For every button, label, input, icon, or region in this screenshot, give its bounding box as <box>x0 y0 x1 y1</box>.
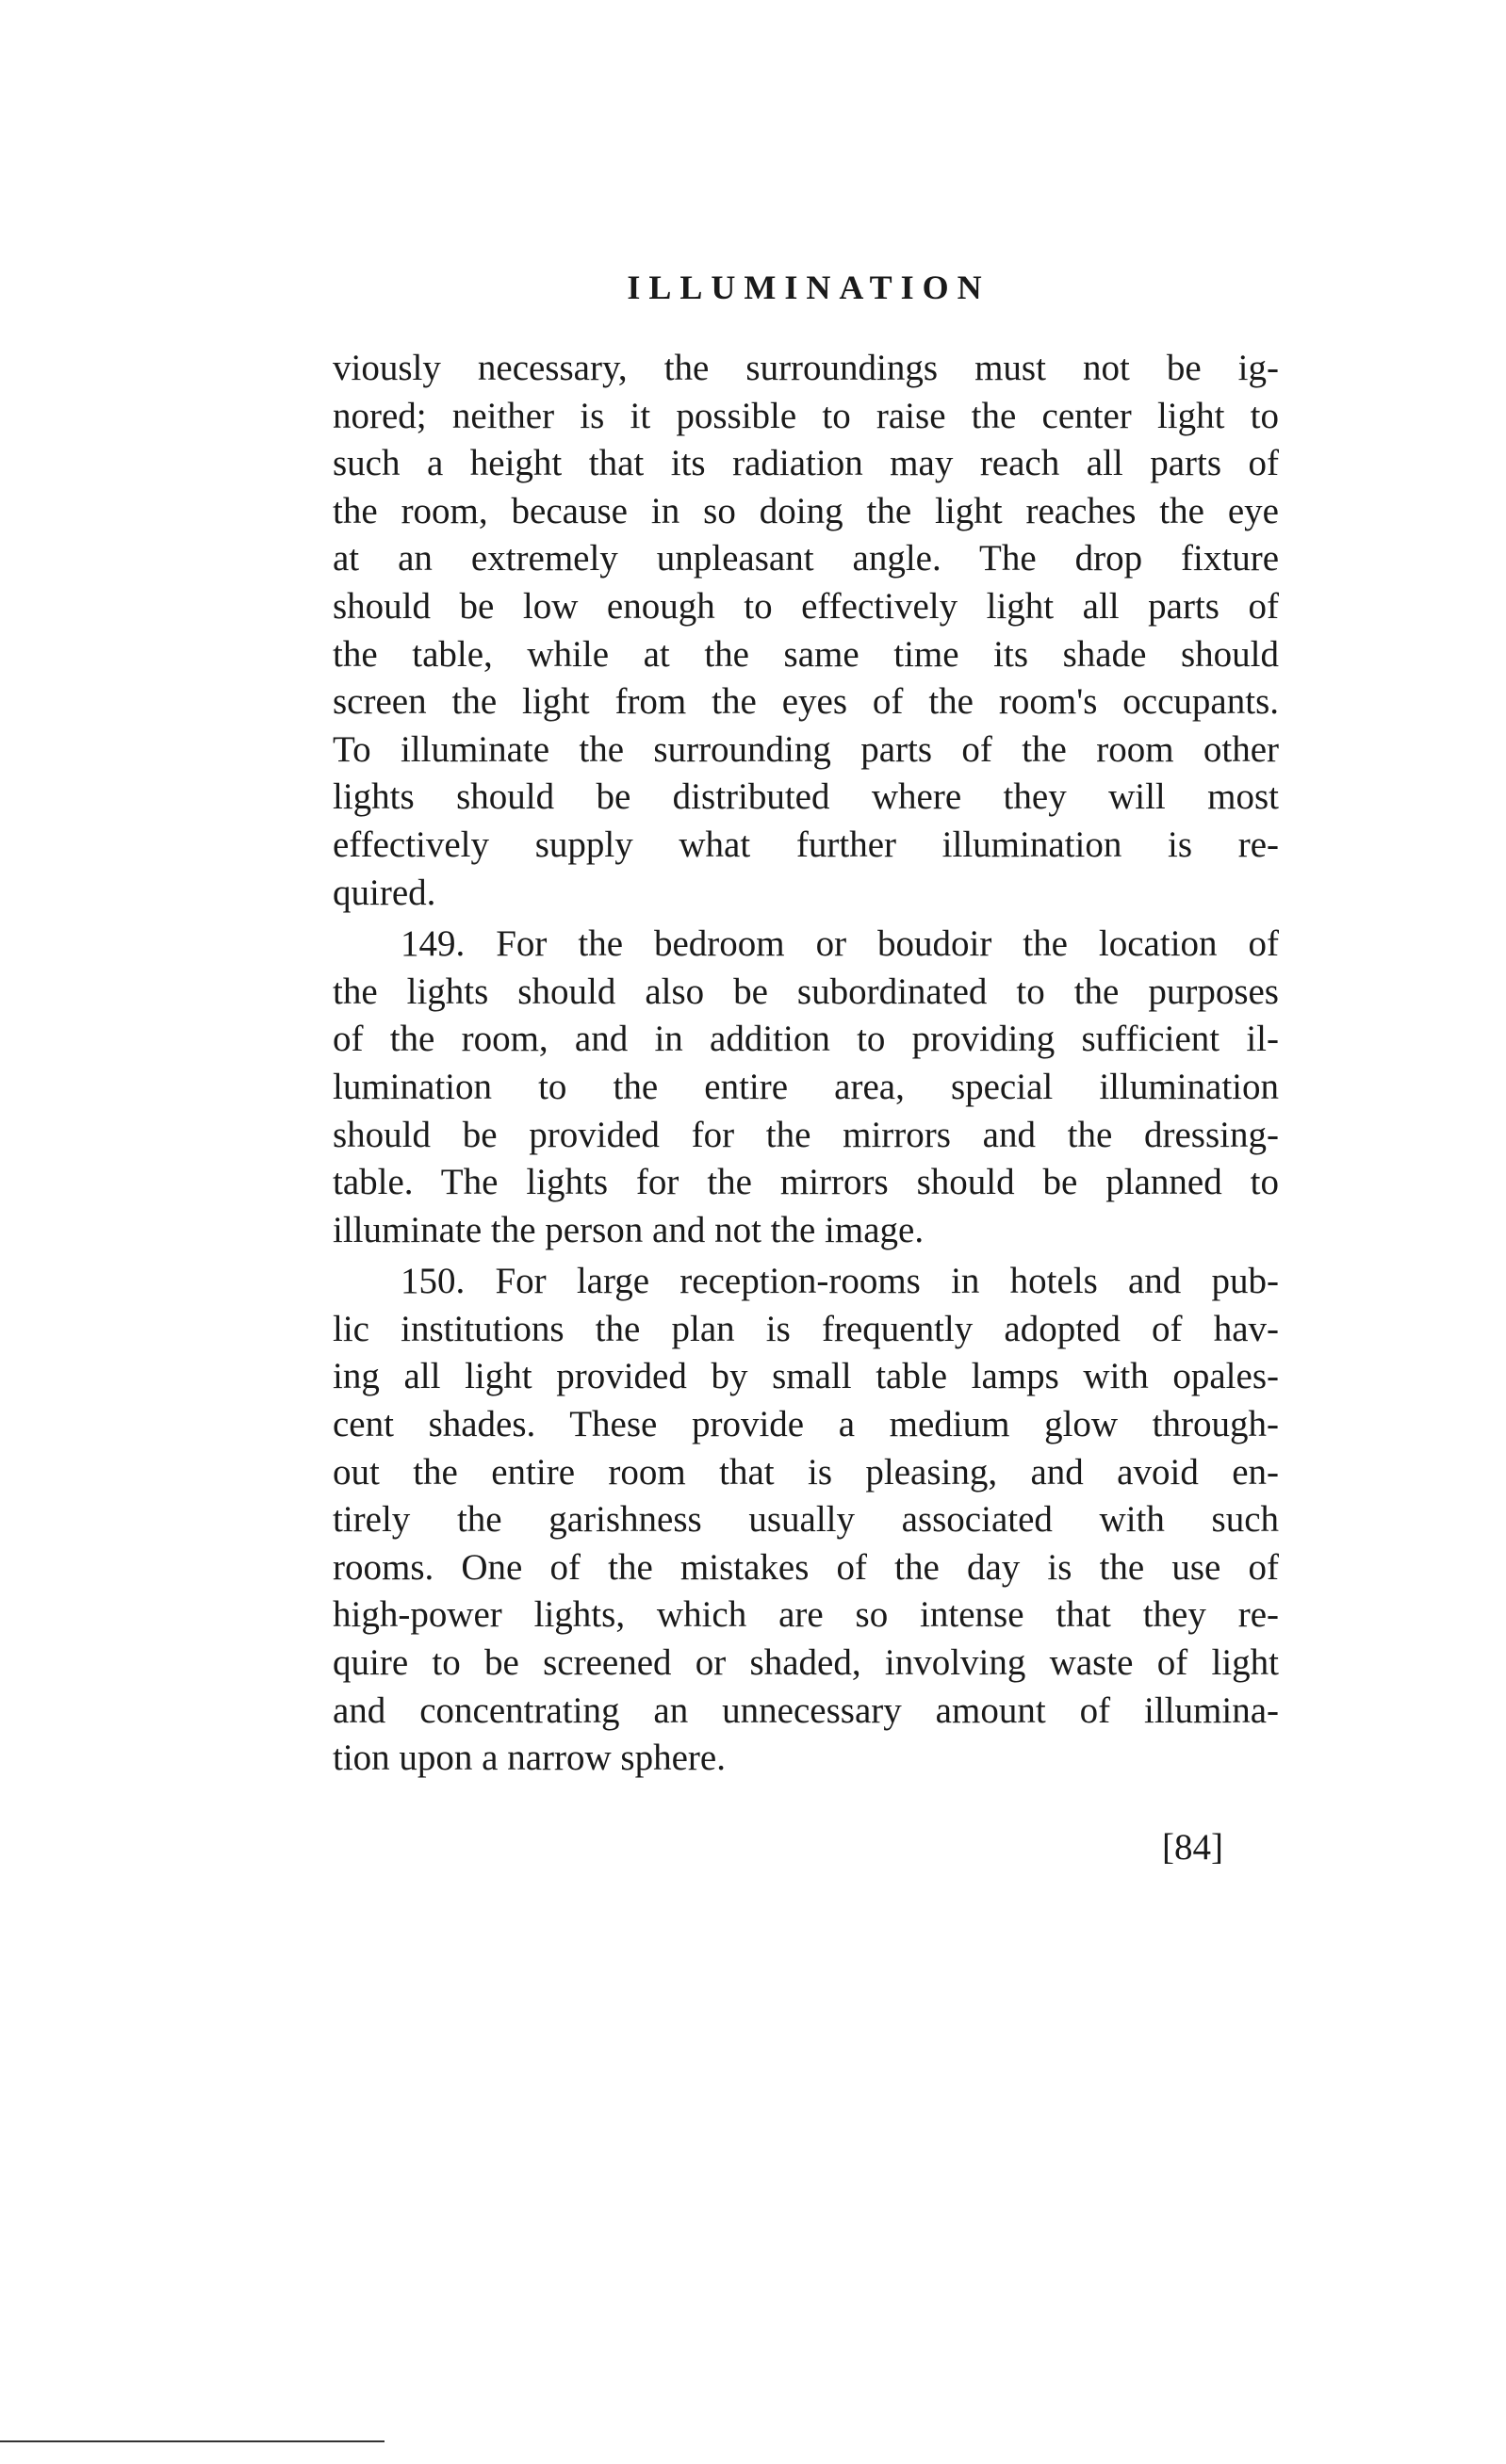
text-line: effectively supply what further illumination is re- <box>333 824 1279 865</box>
text-line: lights should be distributed where they will most <box>333 776 1279 818</box>
paragraph <box>333 1258 1279 1783</box>
text-line: illuminate the person and not the image. <box>333 1209 925 1250</box>
paragraph <box>333 345 1279 917</box>
text-line: ing all light provided by small table lamps with opales- <box>333 1356 1279 1397</box>
text-line: tirely the garishness usually associated with such <box>333 1499 1279 1541</box>
text-line: should be low enough to effectively light all parts of <box>333 585 1279 627</box>
text-line: the room, because in so doing the light reaches the eye <box>333 490 1279 531</box>
text-line: table. The lights for the mirrors should be planned to <box>333 1162 1279 1203</box>
text-line: the table, while at the same time its shade should <box>333 633 1279 675</box>
text-line: and concentrating an unnecessary amount of illumina- <box>333 1689 1279 1731</box>
paragraph <box>333 921 1279 1254</box>
text-line: 149. For the bedroom or boudoir the location of <box>401 923 1279 965</box>
text-line: 150. For large reception-rooms in hotels and pub- <box>401 1261 1279 1302</box>
body-text <box>333 345 1279 1787</box>
text-line: such a height that its radiation may reach all parts of <box>333 443 1279 484</box>
text-line: screen the light from the eyes of the room's occupants. <box>333 681 1279 723</box>
text-line: should be provided for the mirrors and the dressing- <box>333 1114 1279 1155</box>
running-head: ILLUMINATION <box>627 269 990 306</box>
text-line: out the entire room that is pleasing, and avoid en- <box>333 1451 1279 1493</box>
text-line: quired. <box>333 872 436 913</box>
text-line: high-power lights, which are so intense that they re- <box>333 1594 1279 1636</box>
text-line: the lights should also be subordinated to the purposes <box>333 971 1279 1012</box>
text-line: of the room, and in addition to providing sufficient il- <box>333 1019 1279 1060</box>
text-line: nored; neither is it possible to raise the center light to <box>333 395 1279 436</box>
text-line: lic institutions the plan is frequently adopted of hav- <box>333 1308 1279 1349</box>
text-line: quire to be screened or shaded, involving waste of light <box>333 1642 1279 1684</box>
text-line: rooms. One of the mistakes of the day is the use of <box>333 1546 1279 1588</box>
text-line: To illuminate the surrounding parts of the room other <box>333 728 1279 770</box>
bottom-rule <box>0 2440 385 2442</box>
text-line: tion upon a narrow sphere. <box>333 1738 726 1779</box>
page-number: [84] <box>1162 1827 1223 1868</box>
text-line: lumination to the entire area, special illumination <box>333 1066 1279 1107</box>
text-line: cent shades. These provide a medium glow through- <box>333 1404 1279 1445</box>
text-line: viously necessary, the surroundings must not be ig- <box>333 348 1279 388</box>
text-line: at an extremely unpleasant angle. The drop fixture <box>333 538 1279 579</box>
